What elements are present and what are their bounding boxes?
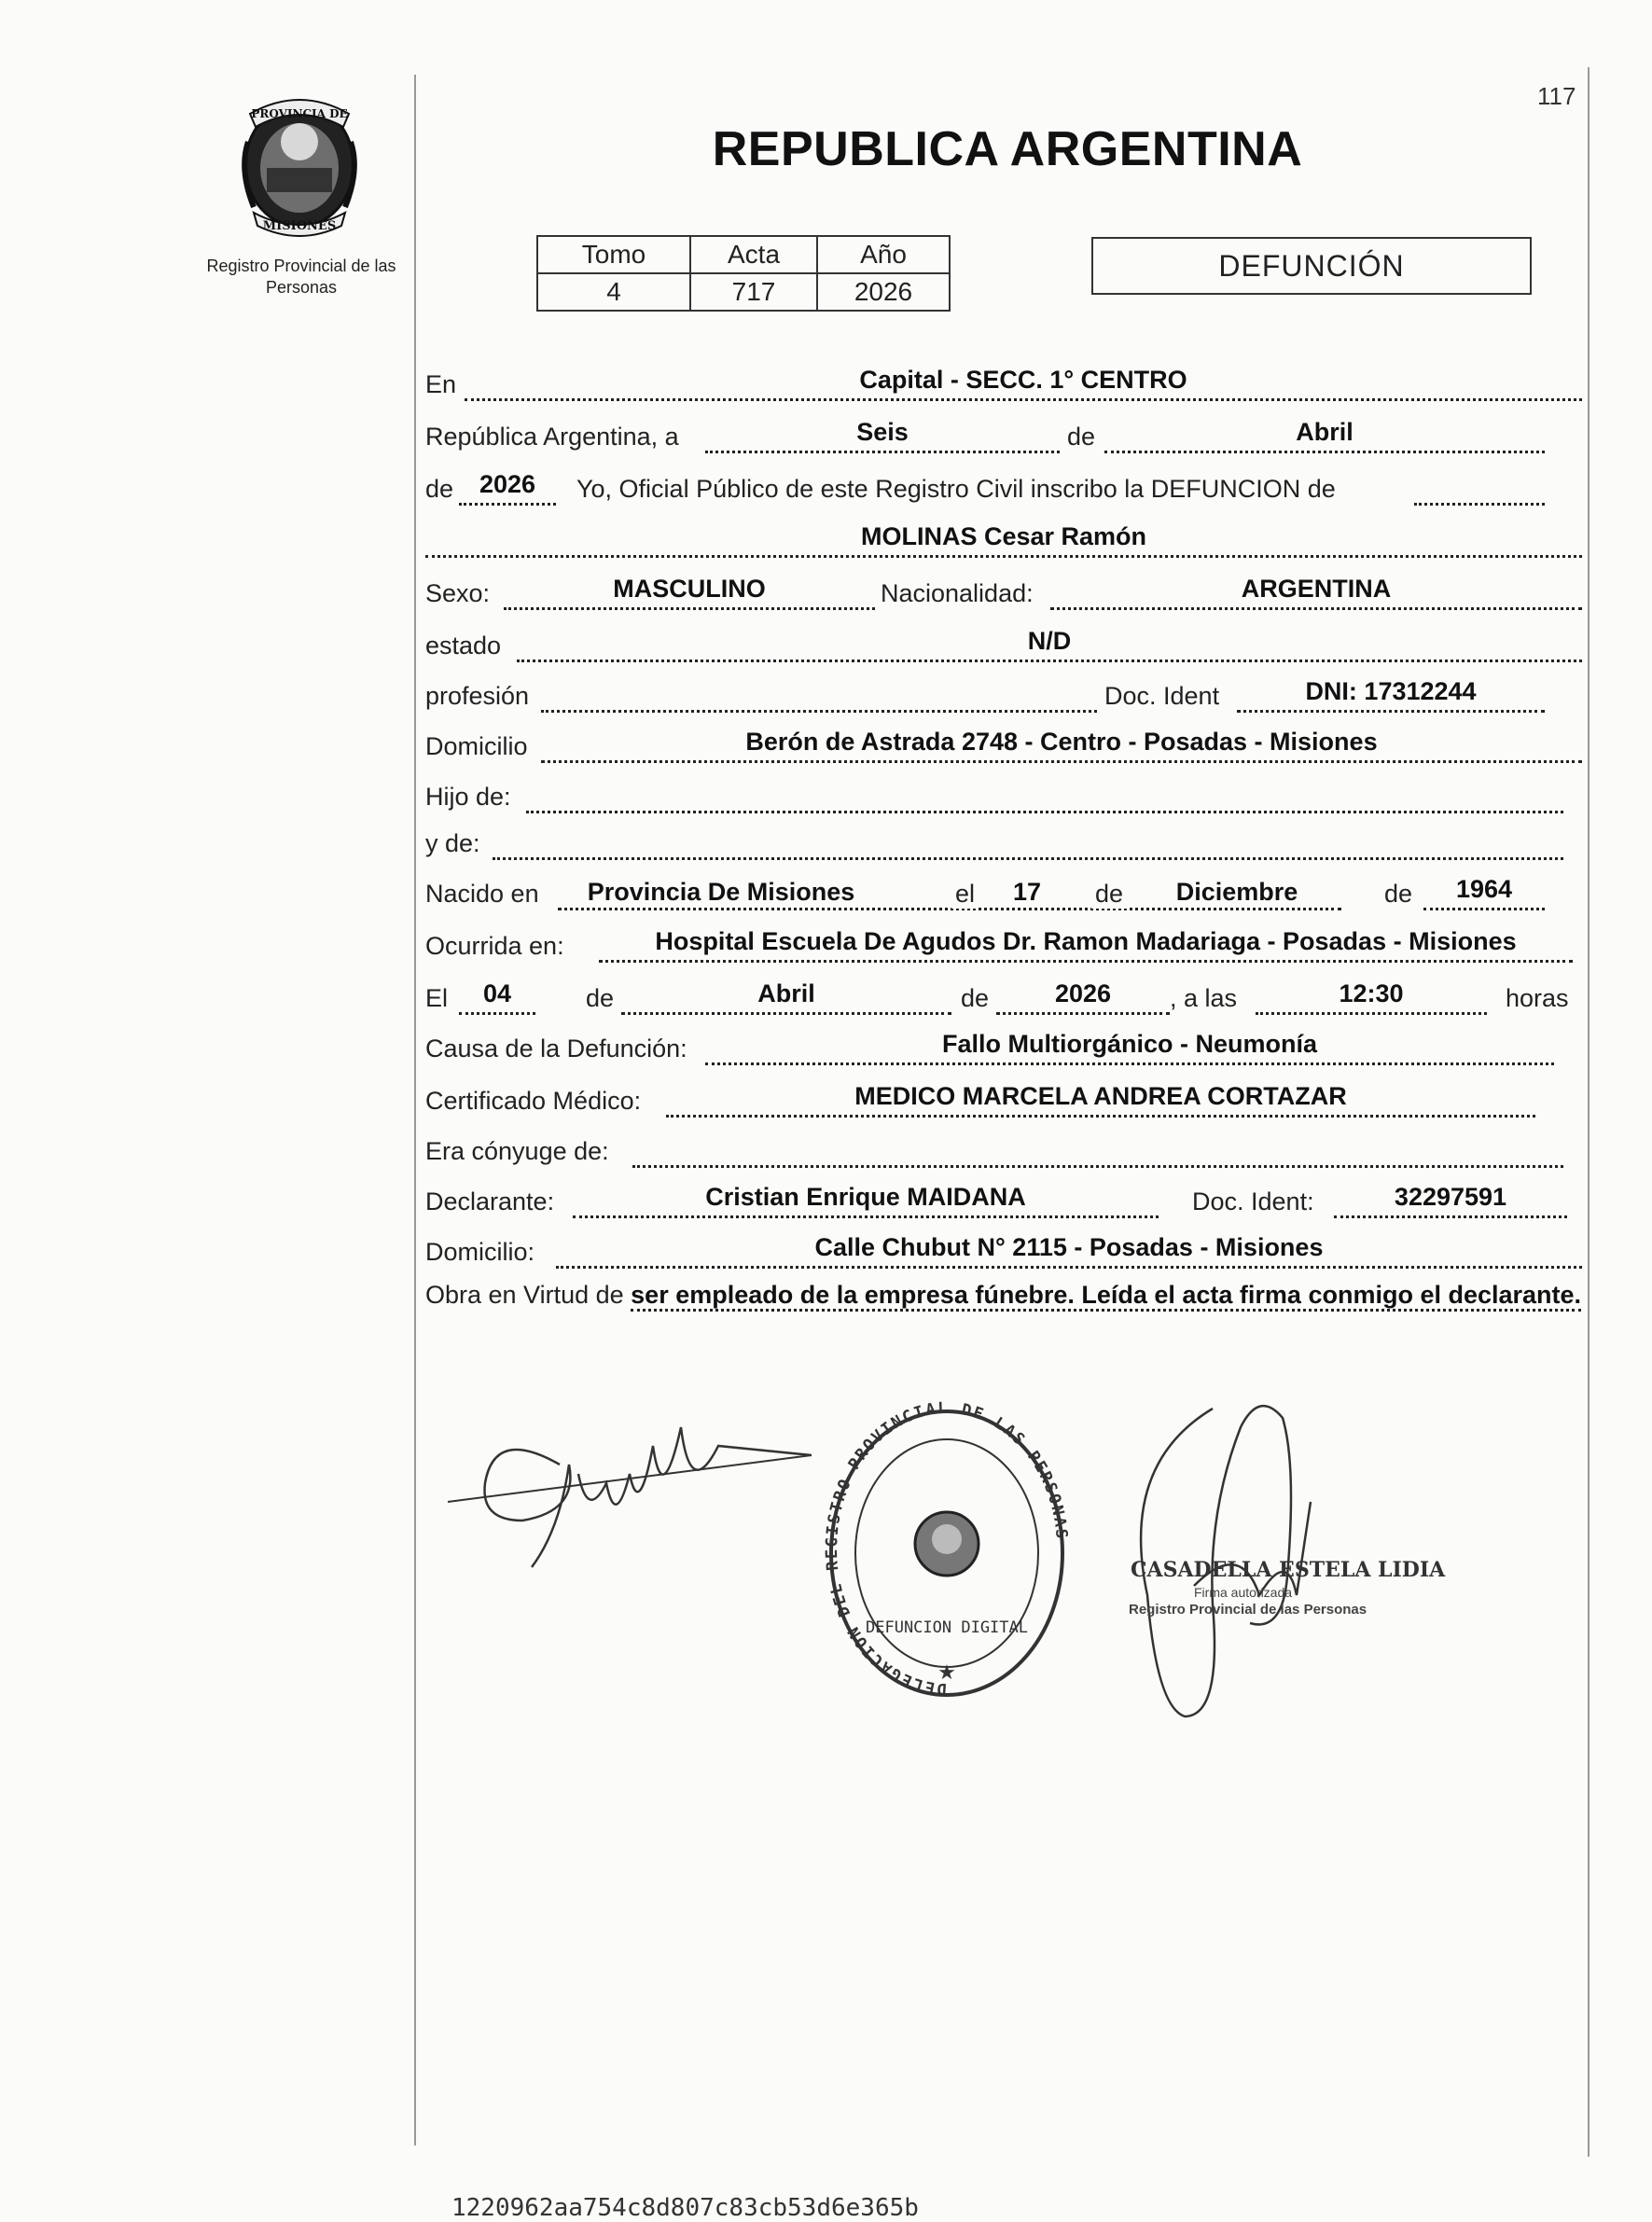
row-fecha-defuncion [425,972,1582,1019]
label-estado: estado [425,632,502,660]
seal-outer-text: DELEGACION DEL REGISTRO PROVINCIAL DE LAS PERSONAS [822,1398,1071,1699]
label-de: de [1067,423,1096,451]
province-coat-of-arms-icon [229,86,369,244]
label-el: el [951,880,979,909]
row-fecha-registro [425,410,1582,457]
field-declarante-doc: 32297591 [1334,1178,1567,1218]
declarant-signature [438,1390,830,1576]
official-signature [1101,1390,1446,1726]
row-estado [425,619,1582,666]
field-hora: 12:30 [1256,975,1487,1015]
obra-en-virtud-paragraph [425,1276,1582,1313]
field-anio-registro: 2026 [459,465,556,506]
record-value-acta: 717 [690,273,817,311]
page-title: REPUBLICA ARGENTINA [712,122,1303,176]
label-de: de [1091,880,1127,909]
label-declarante: Declarante: [425,1187,555,1215]
field-y-de [493,820,1563,860]
label-doc-ident-declarante: Doc. Ident: [1192,1187,1314,1215]
row-causa [425,1022,1582,1069]
field-sexo: MASCULINO [504,570,875,610]
label-conyuge: Era cónyuge de: [425,1137,609,1165]
record-header-tomo: Tomo [537,236,690,273]
official-seal-icon [821,1399,1073,1707]
label-domicilio-declarante: Domicilio: [425,1238,535,1266]
right-margin-line [1588,67,1590,2157]
field-certificado: MEDICO MARCELA ANDREA CORTAZAR [666,1077,1535,1118]
label-de: de [425,475,454,503]
logo-top-text: PROVINCIA DE [251,107,348,120]
field-hijo-de [526,773,1563,813]
row-declarante [425,1175,1582,1222]
label-nacionalidad: Nacionalidad: [881,579,1034,607]
label-de: de [586,984,615,1012]
row-y-de [425,817,1582,864]
official-stamp-name: CASADELLA ESTELA LIDIA [1131,1558,1446,1582]
row-fallecido [425,515,1582,562]
label-obra-en-virtud: Obra en Virtud de [425,1281,624,1309]
label-certificado: Certificado Médico: [425,1087,642,1115]
row-domicilio [425,720,1582,767]
field-dia-registro: Seis [705,413,1060,453]
field-blank [1414,465,1545,506]
label-yo-oficial: Yo, Oficial Público de este Registro Civil inscribo la DEFUNCION de [576,475,1336,503]
row-sexo [425,567,1582,614]
record-table-header-row [537,236,950,273]
record-header-anio: Año [817,236,950,273]
field-nacido-anio: 1964 [1423,870,1545,910]
label-republica-a: República Argentina, a [425,423,679,451]
field-causa: Fallo Multiorgánico - Neumonía [705,1025,1554,1065]
left-margin-line [414,75,416,2146]
field-lugar: Capital - SECC. 1° CENTRO [465,361,1582,401]
label-horas: horas [1506,984,1569,1012]
field-conyuge [632,1128,1563,1168]
label-domicilio: Domicilio [425,732,528,760]
logo-bottom-text: MISIONES [262,219,337,233]
label-hijo-de: Hijo de: [425,783,511,811]
label-y-de: y de: [425,829,480,857]
record-value-tomo: 4 [537,273,690,311]
label-doc-ident: Doc. Ident [1104,682,1220,710]
field-nacionalidad: ARGENTINA [1050,570,1582,610]
field-nacido-dia: 17 [1012,878,1042,906]
row-profesion [425,670,1582,716]
row-lugar [425,358,1582,405]
row-anio-registro [425,463,1582,509]
row-certificado [425,1075,1582,1121]
label-causa: Causa de la Defunción: [425,1035,687,1062]
field-declarante: Cristian Enrique MAIDANA [573,1178,1159,1218]
label-de: de [1384,880,1413,908]
row-hijo-de [425,771,1582,817]
registry-name: Registro Provincial de las Personas [206,257,396,297]
field-nacido-en: Provincia De Misiones [587,878,855,906]
footer-hash: 1220962aa754c8d807c83cb53d6e365b [451,2194,919,2222]
label-nacido-en: Nacido en [425,880,539,908]
label-ocurrida-en: Ocurrida en: [425,932,564,960]
field-obra-en-virtud: ser empleado de la empresa fúnebre. Leída el acta firma conmigo el declarante. [631,1281,1581,1312]
record-table-value-row [537,273,950,311]
row-conyuge [425,1125,1582,1172]
field-declarante-domicilio: Calle Chubut N° 2115 - Posadas - Misiones [556,1229,1582,1269]
field-fecha-anio: 2026 [996,975,1170,1015]
record-table [536,235,951,312]
document-type-box: DEFUNCIÓN [1091,237,1532,295]
official-stamp-line2: Registro Provincial de las Personas [1129,1602,1367,1618]
label-el: El [425,984,449,1012]
field-fecha-dia: 04 [459,975,535,1015]
page-number: 117 [1537,82,1576,110]
record-value-anio: 2026 [817,273,950,311]
field-nacido-mes: Diciembre [1175,878,1298,906]
label-sexo: Sexo: [425,579,491,607]
row-ocurrida [425,920,1582,966]
field-doc-ident: DNI: 17312244 [1237,673,1545,713]
field-ocurrida-en: Hospital Escuela De Agudos Dr. Ramon Madariaga - Posadas - Misiones [599,923,1573,963]
seal-inner-text: DEFUNCION DIGITAL [866,1618,1028,1637]
field-profesion [541,673,1097,713]
field-fecha-mes: Abril [621,975,951,1015]
label-a-las: , a las [1170,984,1238,1012]
field-mes-registro: Abril [1104,413,1545,453]
label-profesion: profesión [425,682,530,710]
row-declarante-domicilio [425,1226,1582,1272]
field-domicilio: Berón de Astrada 2748 - Centro - Posadas - Misiones [541,723,1582,763]
row-nacido [425,868,1582,914]
record-header-acta: Acta [690,236,817,273]
label-de: de [961,984,990,1012]
field-estado: N/D [517,622,1582,662]
field-fallecido: MOLINAS Cesar Ramón [425,518,1582,558]
label-en: En [425,370,457,398]
seal-star-icon: ★ [937,1660,956,1684]
official-stamp-line1: Firma autorizada [1194,1585,1293,1600]
